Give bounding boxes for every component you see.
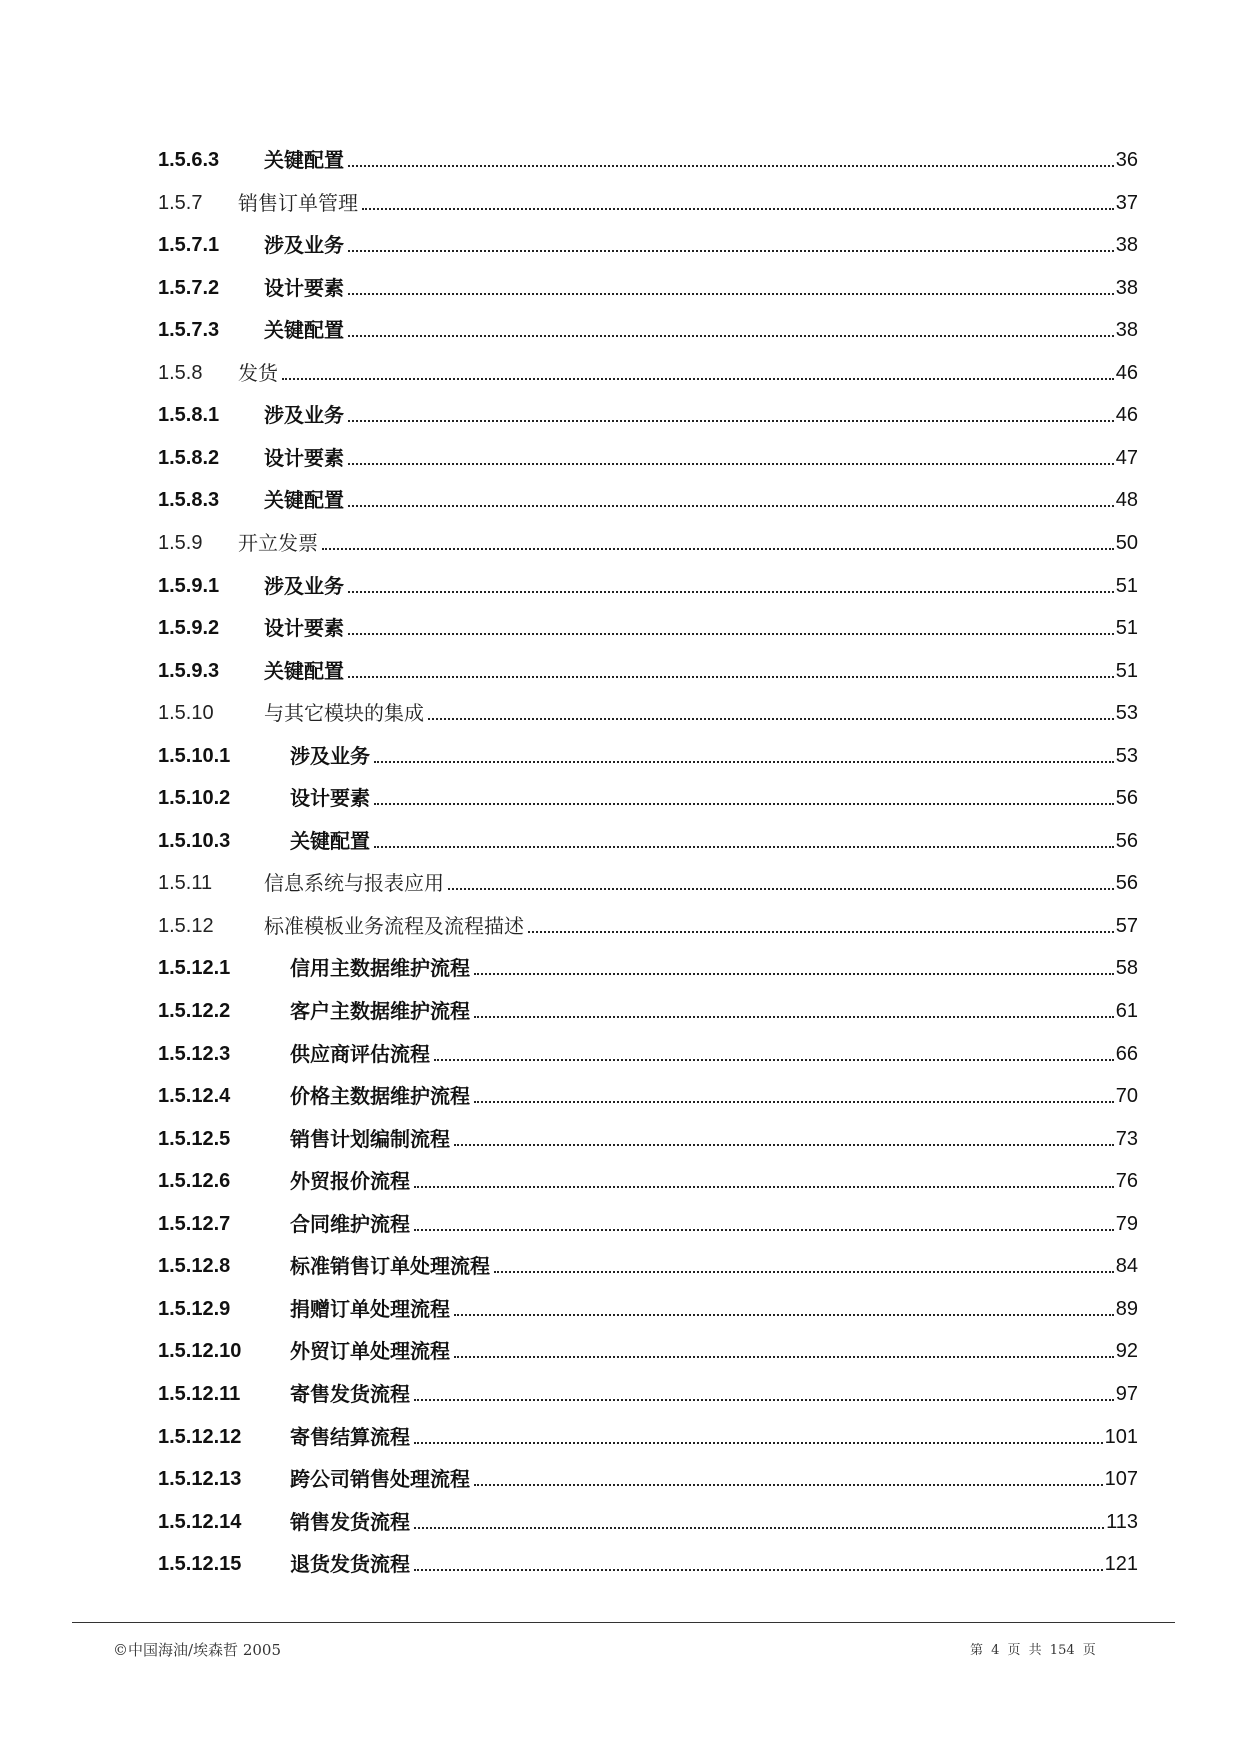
toc-dot-leader — [414, 1442, 1103, 1444]
toc-entry-title: 关键配置 — [264, 318, 344, 343]
toc-entry-title: 合同维护流程 — [290, 1211, 410, 1236]
toc-entry[interactable] — [158, 223, 1138, 257]
toc-entry[interactable] — [158, 1500, 1138, 1534]
toc-entry-title: 寄售发货流程 — [290, 1381, 410, 1406]
toc-entry[interactable] — [158, 861, 1138, 895]
toc-entry[interactable] — [158, 1329, 1138, 1363]
toc-entry-number: 1.5.12.9 — [158, 1297, 231, 1320]
toc-entry-number: 1.5.12.12 — [158, 1425, 242, 1448]
toc-dot-leader — [414, 1569, 1103, 1571]
toc-entry-page-number: 101 — [1104, 1425, 1138, 1448]
toc-entry-page-number: 51 — [1115, 617, 1138, 640]
toc-dot-leader — [348, 165, 1114, 167]
toc-entry[interactable] — [158, 181, 1138, 215]
toc-dot-leader — [454, 1356, 1114, 1358]
toc-entry-number: 1.5.6.3 — [158, 149, 220, 171]
toc-entry-number: 1.5.12.3 — [158, 1042, 231, 1065]
toc-dot-leader — [414, 1527, 1104, 1529]
toc-dot-leader — [494, 1271, 1114, 1273]
toc-entry-number: 1.5.12.7 — [158, 1212, 231, 1235]
toc-entry-page-number: 36 — [1115, 149, 1138, 171]
toc-dot-leader — [414, 1399, 1114, 1401]
toc-dot-leader — [474, 1101, 1114, 1103]
toc-entry-number: 1.5.8.1 — [158, 404, 220, 427]
toc-entry-title: 价格主数据维护流程 — [290, 1084, 470, 1109]
toc-entry-title: 供应商评估流程 — [290, 1041, 430, 1066]
toc-entry-number: 1.5.8 — [158, 361, 203, 384]
toc-entry-title: 涉及业务 — [290, 743, 370, 768]
toc-entry-number: 1.5.10.2 — [158, 787, 231, 810]
toc-entry-number: 1.5.12.14 — [158, 1510, 242, 1533]
toc-entry-page-number: 53 — [1115, 702, 1138, 725]
toc-entry-title: 设计要素 — [264, 275, 344, 300]
toc-entry-title: 捐赠订单处理流程 — [290, 1296, 450, 1321]
toc-dot-leader — [414, 1229, 1114, 1231]
toc-entry-number: 1.5.7 — [158, 191, 203, 214]
toc-entry[interactable] — [158, 393, 1138, 427]
toc-entry-title: 开立发票 — [238, 530, 318, 555]
toc-dot-leader — [282, 378, 1114, 380]
toc-entry-page-number: 70 — [1115, 1085, 1138, 1108]
toc-entry-page-number: 46 — [1115, 404, 1138, 427]
toc-entry-number: 1.5.10.1 — [158, 744, 231, 767]
toc-entry[interactable] — [158, 351, 1138, 385]
toc-entry-page-number: 61 — [1115, 1000, 1138, 1022]
toc-dot-leader — [348, 293, 1114, 295]
toc-entry-page-number: 57 — [1115, 914, 1138, 937]
toc-entry-number: 1.5.12.1 — [158, 957, 231, 980]
toc-entry-page-number: 89 — [1115, 1297, 1138, 1320]
toc-entry[interactable] — [158, 266, 1138, 300]
toc-dot-leader — [348, 420, 1114, 422]
toc-entry[interactable] — [158, 1159, 1138, 1193]
toc-entry[interactable] — [158, 1032, 1138, 1066]
toc-entry-number: 1.5.12.5 — [158, 1127, 231, 1150]
toc-dot-leader — [374, 846, 1114, 848]
toc-entry[interactable] — [158, 1457, 1138, 1491]
toc-dot-leader — [448, 888, 1114, 890]
toc-entry[interactable] — [158, 1117, 1138, 1151]
toc-dot-leader — [348, 250, 1114, 252]
toc-entry[interactable] — [158, 989, 1138, 1023]
toc-entry-title: 涉及业务 — [264, 233, 344, 258]
toc-entry-page-number: 53 — [1115, 744, 1138, 767]
toc-entry-page-number: 38 — [1115, 319, 1138, 342]
toc-entry-title: 标准销售订单处理流程 — [290, 1254, 490, 1279]
toc-entry-title: 标准模板业务流程及流程描述 — [264, 913, 524, 938]
toc-entry-page-number: 107 — [1104, 1468, 1138, 1491]
toc-entry-number: 1.5.12.6 — [158, 1170, 231, 1193]
toc-entry-page-number: 38 — [1115, 276, 1138, 299]
toc-entry-number: 1.5.12.2 — [158, 1000, 231, 1022]
toc-dot-leader — [414, 1186, 1114, 1188]
toc-entry-number: 1.5.12.15 — [158, 1553, 242, 1576]
toc-entry-page-number: 76 — [1115, 1170, 1138, 1193]
toc-entry-title: 销售计划编制流程 — [290, 1126, 450, 1151]
toc-dot-leader — [362, 208, 1114, 210]
toc-entry-page-number: 50 — [1115, 531, 1138, 554]
toc-entry[interactable] — [158, 1074, 1138, 1108]
toc-entry-title: 销售发货流程 — [290, 1509, 410, 1534]
toc-entry-title: 退货发货流程 — [290, 1552, 410, 1577]
toc-entry-page-number: 84 — [1115, 1255, 1138, 1278]
toc-entry-page-number: 58 — [1115, 957, 1138, 980]
toc-entry-number: 1.5.12 — [158, 914, 214, 937]
toc-entry[interactable] — [158, 649, 1138, 683]
footer-divider — [72, 1622, 1175, 1623]
toc-entry-title: 客户主数据维护流程 — [290, 999, 470, 1023]
toc-entry-title: 寄售结算流程 — [290, 1424, 410, 1449]
toc-entry-title: 设计要素 — [264, 616, 344, 641]
toc-entry-number: 1.5.8.2 — [158, 446, 220, 469]
toc-entry-page-number: 51 — [1115, 659, 1138, 682]
toc-entry-title: 信息系统与报表应用 — [264, 871, 444, 896]
toc-entry-number: 1.5.7.2 — [158, 276, 220, 299]
toc-entry-number: 1.5.12.4 — [158, 1085, 231, 1108]
toc-entry-title: 关键配置 — [290, 828, 370, 853]
toc-entry-page-number: 48 — [1115, 489, 1138, 512]
toc-entry-page-number: 47 — [1115, 446, 1138, 469]
toc-entry[interactable] — [158, 1244, 1138, 1278]
footer-page-number: 第 4 页 共 154 页 — [970, 1643, 1096, 1658]
toc-entry-title: 关键配置 — [264, 488, 344, 513]
toc-entry[interactable] — [158, 308, 1138, 342]
toc-entry-number: 1.5.7.3 — [158, 319, 220, 342]
toc-entry-number: 1.5.10 — [158, 702, 214, 725]
toc-entry[interactable] — [158, 436, 1138, 470]
toc-dot-leader — [348, 463, 1114, 465]
toc-entry-title: 销售订单管理 — [238, 190, 358, 215]
toc-dot-leader — [348, 591, 1114, 593]
toc-dot-leader — [348, 633, 1114, 635]
toc-dot-leader — [454, 1144, 1114, 1146]
toc-entry-number: 1.5.9 — [158, 531, 203, 554]
toc-entry-number: 1.5.11 — [158, 872, 213, 895]
toc-entry[interactable] — [158, 1542, 1138, 1576]
toc-dot-leader — [474, 973, 1114, 975]
toc-entry[interactable] — [158, 734, 1138, 768]
toc-entry-number: 1.5.12.13 — [158, 1468, 242, 1491]
toc-entry-title: 设计要素 — [290, 786, 370, 811]
toc-entry-page-number: 73 — [1115, 1127, 1138, 1150]
toc-entry-title: 跨公司销售处理流程 — [290, 1467, 470, 1492]
toc-entry[interactable] — [158, 1415, 1138, 1449]
toc-entry-title: 信用主数据维护流程 — [290, 956, 470, 981]
toc-dot-leader — [348, 676, 1114, 678]
toc-entry[interactable] — [158, 1202, 1138, 1236]
toc-entry[interactable] — [158, 478, 1138, 512]
toc-entry[interactable] — [158, 1287, 1138, 1321]
toc-entry-page-number: 37 — [1115, 191, 1138, 214]
toc-entry-title: 外贸订单处理流程 — [290, 1339, 450, 1364]
toc-entry[interactable] — [158, 606, 1138, 640]
toc-entry[interactable] — [158, 946, 1138, 980]
toc-entry-number: 1.5.12.11 — [158, 1382, 241, 1405]
toc-entry[interactable] — [158, 521, 1138, 555]
toc-entry-number: 1.5.12.10 — [158, 1340, 242, 1363]
toc-entry-page-number: 113 — [1106, 1510, 1138, 1533]
toc-dot-leader — [374, 803, 1114, 805]
toc-entry-page-number: 38 — [1115, 234, 1138, 257]
toc-entry-page-number: 92 — [1115, 1340, 1138, 1363]
toc-entry-page-number: 97 — [1115, 1382, 1138, 1405]
toc-entry-page-number: 79 — [1115, 1212, 1138, 1235]
toc-dot-leader — [428, 718, 1114, 720]
toc-dot-leader — [374, 761, 1114, 763]
toc-entry-page-number: 66 — [1115, 1042, 1138, 1065]
toc-entry-number: 1.5.12.8 — [158, 1255, 231, 1278]
toc-entry[interactable] — [158, 904, 1138, 938]
toc-dot-leader — [348, 335, 1114, 337]
toc-entry[interactable] — [158, 138, 1138, 172]
toc-entry-title: 与其它模块的集成 — [264, 701, 424, 726]
toc-entry-page-number: 121 — [1104, 1553, 1138, 1576]
toc-entry-page-number: 56 — [1115, 787, 1138, 810]
toc-entry-title: 设计要素 — [264, 445, 344, 470]
footer-copyright: ©中国海油/埃森哲 2005 — [113, 1641, 281, 1659]
toc-entry-number: 1.5.9.3 — [158, 659, 220, 682]
toc-entry[interactable] — [158, 1372, 1138, 1406]
toc-entry-title: 涉及业务 — [264, 403, 344, 428]
toc-dot-leader — [474, 1484, 1103, 1486]
toc-entry[interactable] — [158, 691, 1138, 725]
toc-entry-title: 涉及业务 — [264, 573, 344, 598]
toc-entry-page-number: 56 — [1115, 829, 1138, 852]
toc-dot-leader — [348, 505, 1114, 507]
toc-dot-leader — [454, 1314, 1114, 1316]
toc-entry-title: 发货 — [238, 360, 278, 385]
toc-entry-number: 1.5.10.3 — [158, 829, 231, 852]
toc-entry[interactable] — [158, 819, 1138, 853]
toc-entry-page-number: 56 — [1115, 872, 1138, 895]
toc-entry[interactable] — [158, 776, 1138, 810]
toc-entry-number: 1.5.7.1 — [158, 234, 220, 257]
toc-entry-page-number: 46 — [1115, 361, 1138, 384]
toc-entry[interactable] — [158, 564, 1138, 598]
toc-dot-leader — [474, 1016, 1114, 1018]
toc-entry-number: 1.5.9.2 — [158, 617, 220, 640]
toc-entry-number: 1.5.9.1 — [158, 574, 220, 597]
toc-dot-leader — [434, 1059, 1114, 1061]
toc-entry-title: 外贸报价流程 — [290, 1169, 410, 1194]
toc-dot-leader — [322, 548, 1114, 550]
toc-entry-page-number: 51 — [1115, 574, 1138, 597]
toc-dot-leader — [528, 931, 1114, 933]
toc-entry-title: 关键配置 — [264, 148, 344, 172]
toc-entry-title: 关键配置 — [264, 658, 344, 683]
toc-entry-number: 1.5.8.3 — [158, 489, 220, 512]
